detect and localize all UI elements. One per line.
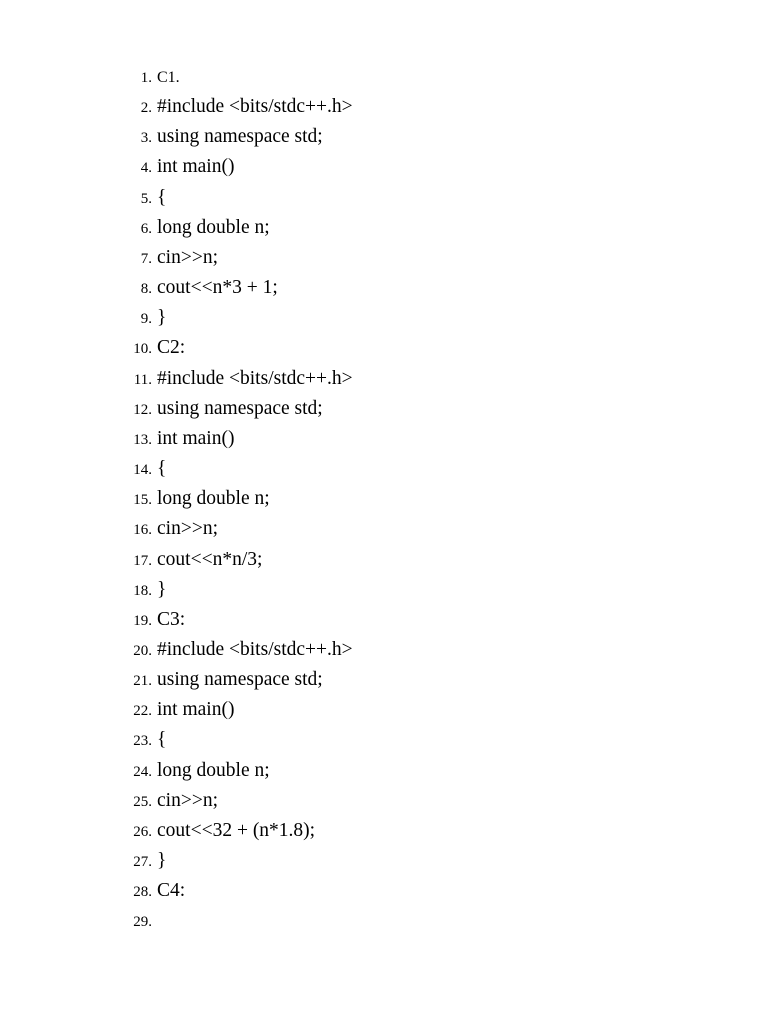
- line-number: 10.: [133, 341, 152, 358]
- line-number: 5.: [140, 190, 152, 207]
- line-text: cout<<n*3 + 1;: [157, 277, 278, 299]
- line-number: 18.: [133, 582, 152, 599]
- line-number: 9.: [140, 311, 152, 328]
- line-number: 3.: [140, 130, 152, 147]
- line-text: C1.: [157, 69, 180, 86]
- line-number: 19.: [133, 612, 152, 629]
- line-number: 16.: [133, 522, 152, 539]
- line-text: long double n;: [157, 216, 270, 238]
- line-text: {: [157, 186, 167, 208]
- line-text: }: [157, 578, 167, 600]
- line-number: 29.: [133, 914, 152, 931]
- line-text: using namespace std;: [157, 126, 323, 148]
- line-number: 6.: [140, 220, 152, 237]
- line-text: cin>>n;: [157, 789, 218, 811]
- line-number: 26.: [133, 823, 152, 840]
- line-number: 8.: [140, 281, 152, 298]
- line-text: }: [157, 307, 167, 329]
- line-number: 15.: [133, 492, 152, 509]
- line-text: #include <bits/stdc++.h>: [157, 638, 353, 660]
- line-text: cin>>n;: [157, 518, 218, 540]
- line-number: 23.: [133, 733, 152, 750]
- line-text: cout<<n*n/3;: [157, 548, 263, 570]
- line-number: 11.: [133, 371, 152, 388]
- line-text: C4:: [157, 880, 186, 902]
- line-number: 7.: [140, 250, 152, 267]
- line-number: 2.: [140, 100, 152, 117]
- line-number: 20.: [133, 642, 152, 659]
- line-number: 21.: [133, 673, 152, 690]
- line-text: using namespace std;: [157, 669, 323, 691]
- line-text: #include <bits/stdc++.h>: [157, 367, 353, 389]
- line-number: 12.: [133, 401, 152, 418]
- line-text: long double n;: [157, 759, 270, 781]
- line-text: int main(): [157, 156, 235, 178]
- line-text: int main(): [157, 427, 235, 449]
- line-text: {: [157, 729, 167, 751]
- line-text: int main(): [157, 699, 235, 721]
- line-text: #include <bits/stdc++.h>: [157, 96, 353, 118]
- line-number: 28.: [133, 884, 152, 901]
- line-text: using namespace std;: [157, 397, 323, 419]
- line-number: 14.: [133, 462, 152, 479]
- line-text: C3:: [157, 608, 186, 630]
- line-text: C2:: [157, 337, 186, 359]
- line-number: 25.: [133, 793, 152, 810]
- line-text: cin>>n;: [157, 246, 218, 268]
- line-text: long double n;: [157, 488, 270, 510]
- line-number: 24.: [133, 763, 152, 780]
- line-number: 22.: [133, 703, 152, 720]
- line-text: }: [157, 850, 167, 872]
- line-number: 1.: [140, 70, 152, 86]
- line-number: 4.: [140, 160, 152, 177]
- line-number: 17.: [133, 552, 152, 569]
- line-text: cout<<32 + (n*1.8);: [157, 819, 316, 841]
- line-number: 13.: [133, 431, 152, 448]
- line-number: 27.: [133, 854, 152, 871]
- line-text: {: [157, 458, 167, 480]
